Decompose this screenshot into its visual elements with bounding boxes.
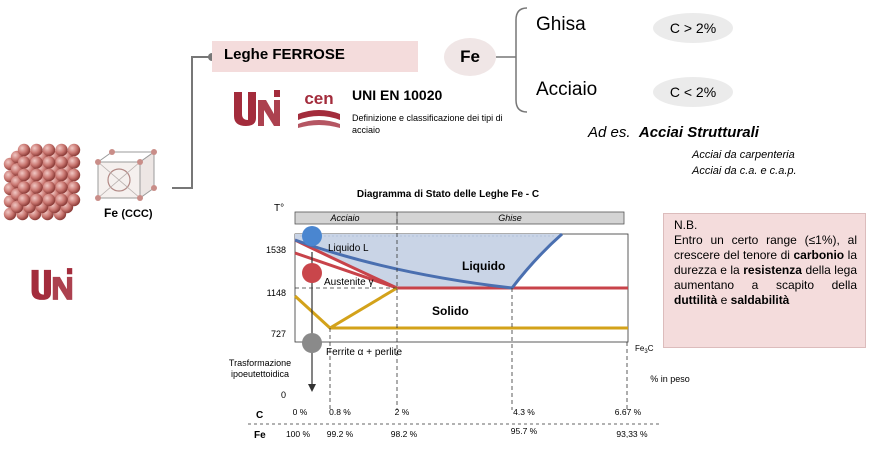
y-tick: 1148 — [266, 288, 286, 298]
region-liquido: Liquido — [462, 259, 506, 273]
ghisa-label: Ghisa — [536, 14, 586, 35]
region-ferrite: Ferrite α + perlite — [326, 347, 403, 358]
acciaio-label: Acciaio — [536, 79, 598, 100]
uni-en-description: Definizione e classificazione dei tipi di acciaio — [352, 113, 503, 135]
c-value: 6.67 % — [614, 407, 642, 417]
region-solido: Solido — [432, 304, 469, 318]
header-ghise: Ghise — [498, 213, 522, 223]
y-tick: 727 — [270, 329, 286, 339]
acciaio-condition: C < 2% — [669, 84, 717, 100]
fe-row-label: Fe — [254, 430, 266, 441]
example-prefix: Ad es. — [588, 124, 631, 141]
fe-value: 93,33 % — [616, 429, 648, 439]
diagram-title: Diagramma di Stato delle Leghe Fe - C — [356, 189, 540, 200]
example-item: Acciai da c.a. e c.a.p. — [692, 165, 797, 177]
x-axis-label: % in peso — [650, 374, 690, 384]
c-value: 0 % — [292, 407, 308, 417]
example-item: Acciai da carpenteria — [692, 149, 795, 161]
crystal-fe: Fe — [104, 206, 119, 220]
austenite-bullet — [302, 263, 322, 283]
y-tick: 0 — [280, 390, 286, 400]
fe-value: 99.2 % — [326, 429, 354, 439]
c-value: 4.3 % — [513, 407, 535, 417]
uni-en-title: UNI EN 10020 — [352, 87, 443, 103]
ghisa-condition: C > 2% — [669, 20, 717, 36]
trasformazione-line2: ipoeutettoidica — [230, 369, 290, 379]
region-fe3c: $Fe_3C$ — [635, 344, 654, 355]
c-row-label: C — [256, 410, 264, 421]
y-axis-label: T° — [274, 203, 285, 214]
example-title: Acciai Strutturali — [638, 124, 759, 141]
trasformazione-line1: Trasformazione — [228, 358, 292, 368]
fe-value: 95.7 % — [510, 426, 538, 436]
header-acciaio: Acciaio — [330, 213, 360, 223]
liquid-bullet — [302, 226, 322, 246]
region-austenite: Austenite γ — [324, 277, 374, 288]
y-tick: 1538 — [265, 245, 286, 255]
fe-value: 100 % — [285, 429, 311, 439]
fe-oval-label: Fe — [460, 47, 480, 66]
c-value: 0.8 % — [329, 407, 351, 417]
fe-value: 98.2 % — [390, 429, 418, 439]
note-title: N.B. — [674, 218, 698, 232]
ferrite-bullet — [302, 333, 322, 353]
region-liquido-l: Liquido L — [328, 243, 369, 254]
crystal-structure: (CCC) — [121, 208, 153, 220]
leghe-ferrose-label: Leghe FERROSE — [224, 46, 345, 63]
c-value: 2 % — [394, 407, 410, 417]
svg-text:cen: cen — [304, 89, 334, 108]
note-text: Entro un certo range (≤1%), al crescere del tenore di carbonio la durezza e la resistenza della lega aumentano a scapito della duttilità e saldabilità — [674, 233, 857, 307]
